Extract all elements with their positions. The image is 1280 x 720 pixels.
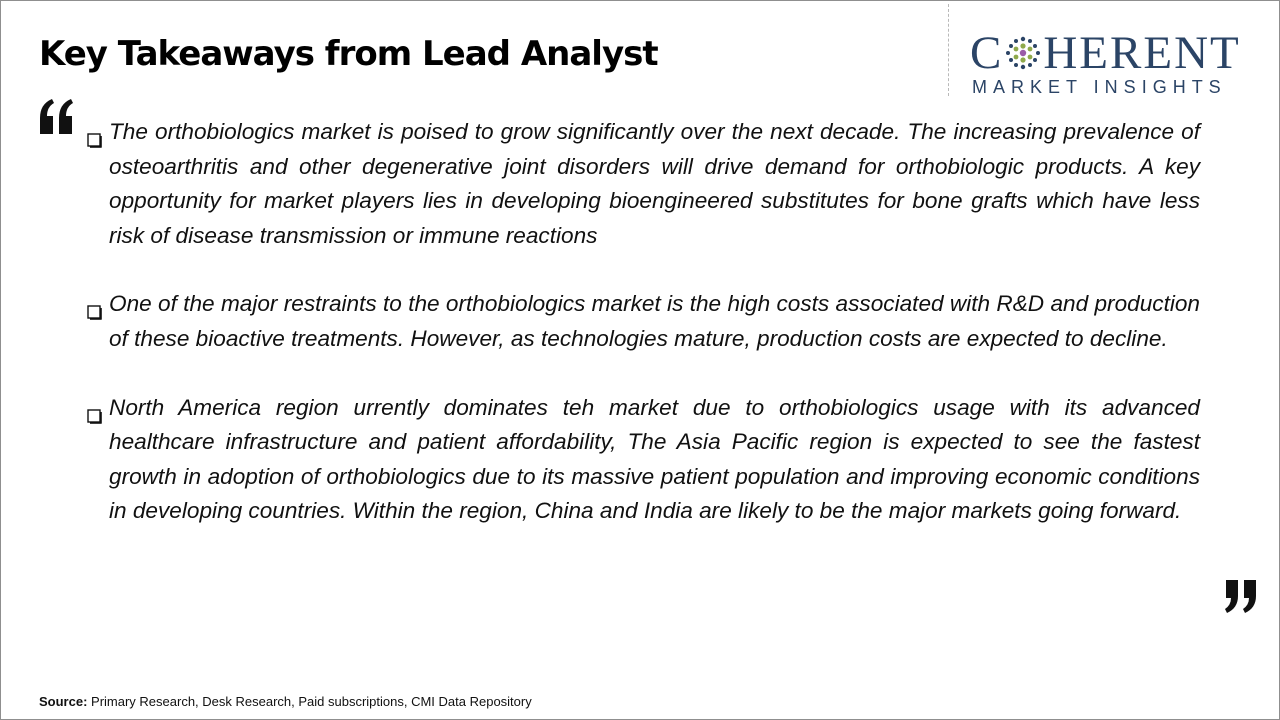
list-item	[86, 115, 1200, 253]
square-checkbox-icon	[87, 296, 102, 311]
list-item	[86, 287, 1200, 356]
logo-wordmark	[970, 27, 1241, 79]
square-checkbox-icon	[87, 124, 102, 139]
logo-subtitle: MARKET INSIGHTS	[972, 77, 1227, 97]
list-item	[86, 391, 1200, 529]
bullet-text: One of the major restraints to the orthobiologics market is the high costs associated with R&D and production of these bioactive treatments. However, as technologies mature, production costs are expected to decline.	[109, 291, 1200, 351]
close-quote-icon	[1224, 578, 1260, 621]
company-logo	[966, 27, 1262, 100]
bullet-text: North America region urrently dominates teh market due to orthobiologics usage with its advanced healthcare infrastructure and patient affordability, The Asia Pacific region is expected to see the fastest growth in adoption of orthobiologics due to its massive patient population and improving economic conditions in developing countries. Within the region, China and India are likely to be the major markets going forward.	[109, 394, 1200, 524]
page-title: Key Takeaways from Lead Analyst	[39, 34, 658, 74]
source-note	[39, 694, 532, 709]
square-checkbox-icon	[87, 400, 102, 415]
logo-letter-c: C	[970, 27, 1004, 79]
logo-divider	[948, 4, 949, 96]
logo-letters-herent: HERENT	[1043, 27, 1241, 79]
bullet-text: The orthobiologics market is poised to grow significantly over the next decade. The increasing prevalence of osteoarthritis and other degenerative joint disorders will drive demand for orthobiologic products. A key opportunity for market players lies in developing bioengineered substitutes for bone grafts which have less risk of disease transmission or immune reactions	[109, 119, 1200, 248]
takeaways-list	[86, 115, 1200, 563]
open-quote-icon	[38, 96, 76, 141]
logo-globe-icon	[1003, 35, 1043, 69]
source-text: Primary Research, Desk Research, Paid subscriptions, CMI Data Repository	[87, 694, 532, 709]
source-label: Source:	[39, 694, 88, 709]
